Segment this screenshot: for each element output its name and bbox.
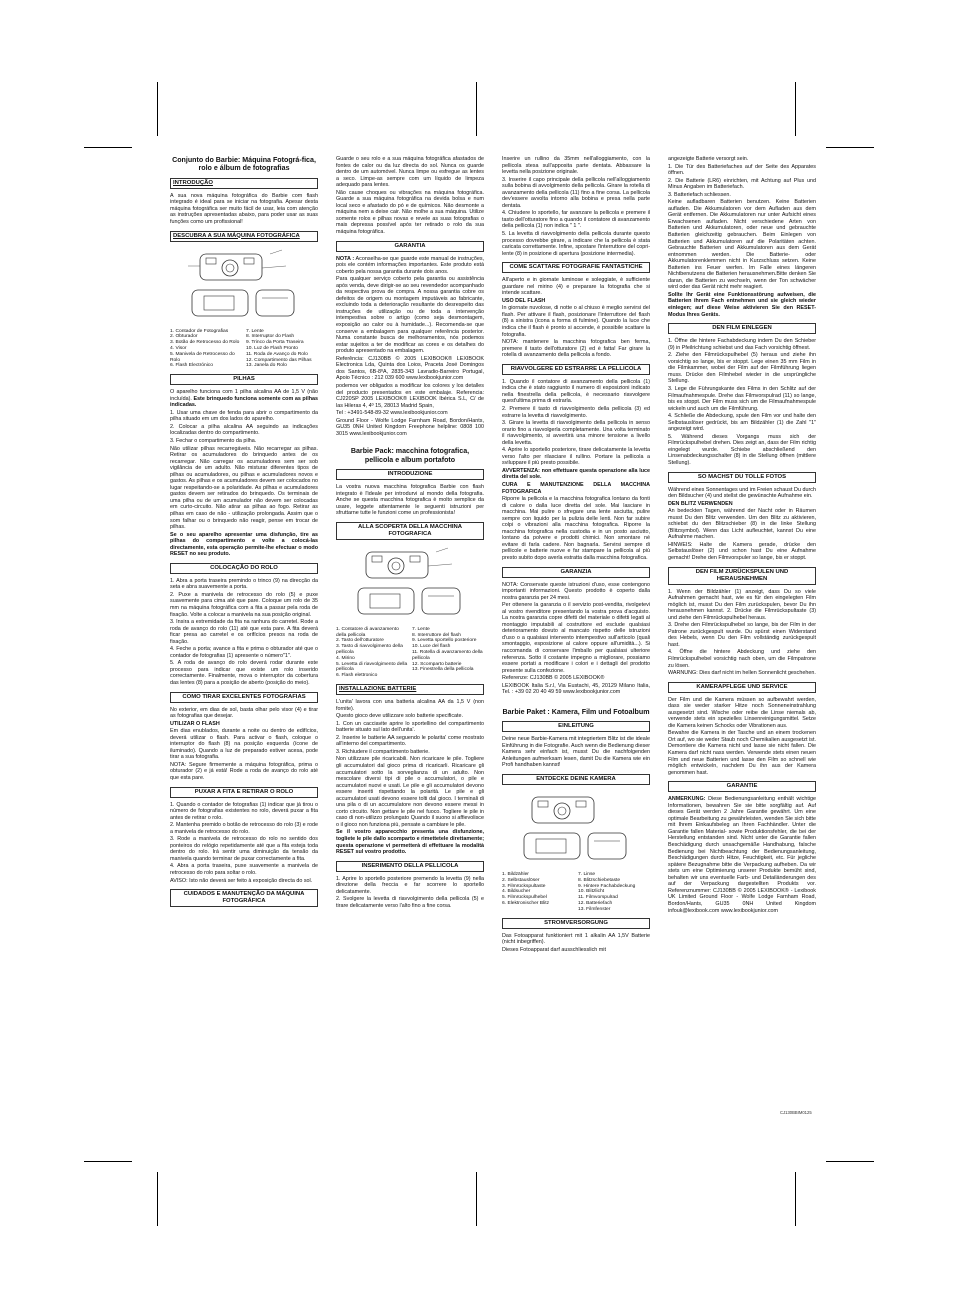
crop-mark (84, 1161, 132, 1162)
list-item: 1. Contatore di avanzamento della pellicola (336, 626, 399, 638)
list-item: 1. Contador de Fotografias (170, 328, 229, 334)
section-heading: COLOCAÇÃO DO ROLO (170, 563, 318, 574)
paragraph: NOTA: mantenere la macchina fotografica ben ferma, premere il tasto dell'otturatore (2) ed è fatta! Far girare la rotella di avanzamento della pellicola a fondo. (502, 339, 650, 359)
paragraph: 3. Inserire il capo principale della pellicola nell'alloggiamento sulla bobina di avvolgimento della pellicola. Girare la rotella di avanzamento della pellicola (11) fino a fine corsa. La pellicola dev'essere avvolta intorno alla bobina e presa nella parte dentata. (502, 176, 650, 209)
paragraph: Referência: CJ130BB © 2005 LEXIBOOK® LEXIBOOK Electronica Lda, Quinta dos Loios, Praceta José Domingos dos Santos, 6B-8ºA, 2835-343 Lavradio-Barreiro Portugal, Apoio Técnico : 212 039 600 www.lexibookjunior.com (336, 355, 484, 382)
bold-text: NOTA : (336, 255, 355, 262)
bold-text: ANMERKUNG: (668, 796, 706, 803)
paragraph: Keine aufladbaren Batterien benutzen. Keine Batterien aufladen. Die Akkumulatoren vor dem Aufladen aus dem Gerät entfernen. Die Akkumulatoren nur unter Aufsicht eines Erwachsenen aufladen. Nicht verschiedene Arten von Batterien und Akkumulatoren, oder neue und gebrauchte Batterien gleichzeitig gebrauchen. Beim Einlegen von Batterien und Akkumulatoren auf die Polaritäten achten. Gebrauchte Batterien und Akkumulatoren aus dem Gerät entnommen werden. Die Batterie- oder Akkumulatorenklemmen nicht in Kurzschluss setzen. Keine Batterien ins Feuer werfen. Im Falle eines längeren Nichtbenutzens die Batterien herausnehmen.Bitte denken Sie daran, die Batterien zu wechseln, wenn der Ton schwächer wird oder das Gerät nicht mehr reagiert. (668, 199, 816, 291)
paragraph: Para qualquer serviço coberto pela garantia ou assistência após venda, deve dirigir-se ao seu revendedor acompanhado da respectiva prova de compra. A nossa garantia cobre os defeitos de origem ou montagem imputáveis ao fabricante, excluindo toda a deterioração resultante do desrespeito das instruções de utilização ou de toda a intervenção intempestiva sobre o artigo (como seja desmontagem, exposição ao calor ou à humidade...). Recomenda-se que conserve a embalagem para qualquer referência posterior. Numa constante busca de melhoramentos, nós podemos estar sujeitos a ter de modificar as cores e os detalhes do produto apresentado na embalagem. (336, 276, 484, 355)
section-heading: PILHAS (170, 374, 318, 385)
crop-mark (157, 1172, 158, 1226)
paragraph: Referenze: CJ130BB © 2005 LEXIBOOK® (502, 675, 605, 682)
paragraph: Deine neue Barbie-Kamera mit integriertem Blitz ist die ideale Einführung in die Fotografie. Auch wenn die Bedienung dieser Kamera sehr einfach ist, musst Du die nachfolgenden Anleitungen aufmerksam lesen, damit Du die Kamera wie ein Profi handhaben kannst! (502, 736, 650, 769)
section-heading: GARANZIA (502, 567, 650, 578)
paragraph: 1. Quando il contatore di avanzamento della pellicola (1) indica che è stato raggiunto il numero di esposizioni indicato nella finestrella della pellicola, è necessario riavvolgere quest'ultima prima di estrarla. (502, 378, 650, 405)
paragraph: 2. Die Batterie (LR6) einrichten, mit Achtung auf Plus und Minus Angaben im Batteriefach. (668, 177, 816, 191)
paragraph: 2. Puxe a manivela de retrocesso do rolo (5) e puxe suavemente para cima até que pare. Coloque um rolo de 35 mm na máquina fotográfica com a fita a passar pela roda de fixação. Volte a colocar a manivela na sua posição original. (170, 591, 318, 618)
paragraph (336, 256, 484, 276)
section-heading: DEN FILM ZURÜCKSPULEN UND HERAUSNEHMEN (668, 567, 816, 585)
list-item: 7. Linse (578, 871, 596, 877)
paragraph: WARNUNG: Dies darf nicht im hellen Sonnenlicht geschehen. (668, 670, 816, 677)
paragraph: Während eines Sonnentages und im Freien schaust Du durch den Bildsucher (4) und stellst die gewünschte Aufnahme ein. (668, 486, 816, 500)
paragraph: 5. A roda de avanço do rolo deverá rodar durante este processo para indicar que existe um rolo inserido correctamente. Finalmente, mova o interruptor da cobertura das lentes (8) para a posição de aberto (posição do meio). (170, 660, 318, 686)
list-item: 13. Janela do Rolo (246, 363, 287, 369)
paragraph: L'unita' lavora con una batteria alcalina AA da 1,5 V (non fornite). (336, 699, 484, 712)
section-heading: ENTDECKE DEINE KAMERA (502, 774, 650, 785)
paragraph: All'aperto e in giornate luminose e soleggiate, è sufficiente guardare nel mirino (4) e preparare la fotografia che si intende scattare. (502, 277, 650, 297)
list-item: 8. Interruttore del flash (412, 632, 461, 638)
parts-list (502, 872, 650, 913)
paragraph: Se o seu aparelho apresentar uma disfunção, tire as pilhas do compartimento e volte a colocá-las directamente, esta operação permite-lhe efectuar o modo RESET no seu produto. (170, 531, 318, 558)
paragraph: Tel : +3491-548-89-32 www.lexibookjunior.com (336, 410, 448, 417)
crop-mark (826, 147, 874, 148)
paragraph: 3. Richiudere il compartimento batterie. (336, 748, 430, 755)
list-item: 4. Bildsucher (502, 889, 531, 895)
parts-list (336, 627, 484, 679)
list-item: 5. Levetta di riavvolgimento della pellicola (336, 661, 408, 673)
list-item: 2. Selbstauslöser (502, 877, 540, 883)
paragraph: AVVERTENZA: non effettuare questa operazione alla luce diretta del sole. (502, 467, 650, 481)
paragraph: 1. Aprire lo sportello posteriore premendo la levetta (9) nella direzione della freccia e far scorrere lo sportello delicatamente. (336, 875, 484, 895)
parts-list-right (578, 872, 650, 913)
paragraph: angezeigte Batterie versorgt sein. (668, 156, 749, 162)
list-item: 8. Interruptor do Flash (246, 334, 295, 340)
section-heading: DEN FILM EINLEGEN (668, 323, 816, 334)
section-heading: RIAVVOLGERE ED ESTRARRE LA PELLICOLA (502, 364, 650, 375)
list-item: 4. Mirino (336, 655, 355, 661)
list-item: 6. Elektronischer Blitz (502, 900, 550, 906)
parts-list-right (246, 329, 318, 370)
paragraph: NOTA: Segure firmemente a máquina fotográfica, prima o obturador (2) e já está! Rode a roda de avanço do rolo até que esta pare. (170, 761, 318, 782)
crop-mark (826, 1161, 874, 1162)
paragraph: 3. Insira a extremidade da fita na ranhura do carretel. Rode a roda de avanço do rolo (11) até que esta pare. A fita deverá ficar presa ao carretel e os orifícios presos na roda de fixação. (170, 619, 318, 645)
paragraph: 3. Girare la levetta di riavvolgimento della pellicola in senso orario fino a riavvolgerla completamente. Una volta terminato il riavvolgimento, si avvertirà una minore tensione a livello della levetta. (502, 420, 650, 446)
parts-list-left (170, 329, 242, 370)
section-heading: DESCUBRA A SUA MÁQUINA FOTOGRÁFICA (170, 231, 318, 242)
paragraph: 1. Con un cacciavite aprire lo sportellino del compartimento batterie situato sul lato dell'unita'. (336, 720, 484, 734)
paragraph: 1. Öffne die hintere Fachabdeckung indem Du den Schieber (9) in Pfeilrichtung schiebst und das Fach vorsichtig öffnest. (668, 338, 816, 351)
column-german (668, 156, 816, 915)
paragraph: 4. Abra a porta traseira, puxe suavemente a manivela de retrocesso do rolo para soltar o rolo. (170, 863, 318, 877)
camera-diagram (336, 544, 484, 624)
paragraph: 3. Fechar o compartimento da pilha. (170, 437, 257, 444)
crop-mark (157, 82, 158, 136)
paragraph: Sollte Ihr Gerät eine Funktionsstörung aufweisen, die Batterien ihrem Fach entnehmen und sie gleich wieder einlegen; auf diese Weise aktivieren Sie den RESET-Modus Ihres Geräts. (668, 291, 816, 318)
paragraph: Ground Floor - Wolfe Lodge Farnham Road, Bordon/Hants, GU35 0NH United Kingdom Freephone helpline: 0808 100 3015 www.lexibookjunior.com (336, 417, 484, 437)
bold-text: Este brinquedo funciona somente com as pilhas indicadas. (170, 395, 318, 409)
document-code: CJ130BBIM0125 (780, 1110, 812, 1115)
list-item: 5. Manivela de Retrocesso do Rolo (170, 351, 235, 363)
paragraph: Der Film und die Kamera müssen so aufbewahrt werden, dass sie weder starker Hitze noch Sonneneinstrahlung ausgesetzt sind. Wische oder reibe die Linse niemals ab, verwende stets ein spezielles Linsenreinigungsmittel. Setze die Kamera keinen Schocks oder Vibrationen aus. (668, 696, 816, 729)
crop-mark (476, 1172, 477, 1226)
paragraph: 2. Inserire le batterie AA seguendo le polarita' come mostrato all'interno del compartimento. (336, 734, 484, 748)
paragraph: 2. Svolgere la levetta di riavvolgimento della pellicola (5) e tirare delicatamente verso l'alto fino a fine corsa. (336, 896, 484, 909)
list-item: 12. Batteriefach (578, 900, 613, 906)
paragraph: 4. Chiudere lo sportello, far avanzare la pellicola e premere il tasto dell'otturatore fino a quando il contatore di avanzamento della pellicola (1) non indica " 1 ". (502, 210, 650, 230)
section-heading: ALLA SCOPERTA DELLA MACCHINA FOTOGRAFICA (336, 522, 484, 540)
paragraph: Dieses Fotoapparat darf ausschliesslich mit (502, 946, 606, 953)
list-item: 13. Finestrella della pellicola (412, 667, 474, 673)
section-heading: INTRODUZIONE (336, 469, 484, 480)
list-item: 12. Scomparto batterie (412, 661, 462, 667)
list-item: 6. Flash Electrónico (170, 363, 213, 369)
section-heading: SO MACHST DU TOLLE FOTOS (668, 472, 816, 483)
list-item: 12. Compartimento das Pilhas (246, 357, 312, 363)
list-item: 9. Levetta sportello posteriore (412, 638, 477, 644)
parts-list (170, 329, 318, 370)
paragraph: 3. Rode a manivela de retrocesso do rolo no sentido dos ponteiros do relógio repetidamente até que a fita esteja toda dentro do rolo. Irá sentir uma diminuição da tensão da manivela quando terminar de puxar correctamente a fita. (170, 836, 318, 862)
paragraph: HINWEIS: Halte die Kamera gerade, drücke den Selbstauslöser (2) und schon hast Du eine Aufnahme gemacht! Drehe den Filmvorspuler so lange, bis er stoppt. (668, 541, 816, 561)
paragraph: Se il vostro apparecchio presenta una disfunzione, togliete le pile dallo scomparto e rimettetele direttamente; questa operazione vi permetterà di effettuare la modalità RESET sul vostro prodotto. (336, 829, 484, 856)
subheading: CURA E MANUTENZIONE DELLA MACCHINA FOTOGRAFICA (502, 481, 650, 495)
document-title-pt: Conjunto do Barbie: Máquina Fotográ-fica, rolo e álbum de fotografias (172, 156, 316, 173)
section-heading: GARANTIA (336, 241, 484, 252)
crop-mark (84, 147, 132, 148)
paragraph: 2. Ziehe den Filmrückspulhebel (5) heraus und ziehe ihn vorsichtig so lange, bis er stoppt. Lege einen 35 mm Film in die Filmkammer, wobei der Film auf der Filmführung liegen muss. Drücke den Filmhebel wieder in die ursprüngliche Stellung. (668, 352, 816, 385)
list-item: 11. Roda de Avanço do Rolo (246, 351, 308, 357)
section-heading: KAMERAPFLEGE UND SERVICE (668, 682, 816, 693)
paragraph: Não utilizar pilhas recarregáveis. Não recarregar as pilhas. Retirar os acumuladores do brinquedo antes de os recarregar. Não carregar os acumuladores sem ser sob vigilância de um adulto. Não misturar diferentes tipos de pilhas ou acumuladores, ou pilhas e acumuladores novos e gastos. As pilhas e os acumuladores devem ser colocados no lugar respeitando-se a polaridade. As pilhas e acumuladores gastos devem ser retirados do brinquedo. Os terminais de uma pilha ou de um acumulador não devem ser colocadas em curto-circuito. Não atirar as pilhas ao fogo. Retirar as pilhas em caso de não - utilização prolongada. Assim que o som falhar ou o brinquedo não reagir, pense em trocar de pilhas. (170, 445, 318, 531)
list-item: 7. Lente (412, 626, 430, 632)
subheading: DEN BLITZ VERWENDEN (668, 500, 733, 507)
list-item: 4. Visor (170, 345, 187, 351)
paragraph: 2. Mantenha premido o botão de retrocesso do rolo (3) e rode a manivela de retrocesso do rolo. (170, 822, 318, 835)
section-heading: INSERIMENTO DELLA PELLICOLA (336, 861, 484, 872)
list-item: 6. Flash elettronico (336, 673, 378, 679)
list-item: 3. Tasto di riavvolgimento della pellicola (336, 644, 403, 656)
list-item: 13. Filmfenster (578, 906, 611, 912)
list-item: 11. Filmvorspulrad (578, 895, 618, 901)
paragraph: Riporre la pellicola e la macchina fotografica lontano da fonti di calore o dalla luce diretta del sole. Mai lasciare in macchina. Mai pulire o sfregare una lente asciutta, pulire sempre con liquido per la pulizia delle lenti. Non far subire colpi o vibrazioni alla macchina fotografica. Riporre la macchina fotografica nella custodia e in un posto asciutto, lontano da polvere e prodotti chimici. Non smontare né evitare di farla cadere. Non bagnarla. Servirsi sempre di pellicole e batterie nuove e far stampare la pellicola al più presto subito dopo averla estratta dalla macchina fotografica. (502, 496, 650, 561)
section-heading: CUIDADOS E MANUTENÇÃO DA MÁQUINA FOTOGRÁFICA (170, 889, 318, 907)
paragraph: 4. Feche a porta; avance a fita e prima o obturador até que o contador de fotografias (1) apresente o número"1". (170, 646, 318, 659)
paragraph: 1. Usar uma chave de fenda para abrir o compartimento da pilha situado em um dos lados do aparelho. (170, 409, 318, 423)
paragraph: Não cause choques ou vibrações na máquina fotográfica. Guarde a sua máquina fotográfica na devida bolsa e num local seco e afastado do pó e de químicos. Não desmonte a máquina nem a deixe cair. Não molhe a sua máquina. Utilize somente rolos e pilhas novas e revele as suas fotografias o mais depressa possível após ter retirado o rolo da sua máquina fotográfica. (336, 189, 484, 236)
crop-mark (795, 1172, 796, 1226)
paragraph: 1. Quando o contador de fotografias (1) indicar que já tirou o número de fotografias existentes no rolo, deverá puxar a fita antes de retirar o rolo. (170, 801, 318, 821)
section-heading: PUXAR A FITA E RETIRAR O ROLO (170, 787, 318, 798)
section-heading: COME SCATTARE FOTOGRAFIE FANTASTICHE (502, 262, 650, 273)
paragraph: An bedeckten Tagen, während der Nacht oder in Räumen musst Du den Blitz verwenden. Um den Blitz zu aktivieren, schiebst du den Blitzschieber (8) in die linke Stellung (Blitzsymbol). Wenn das Licht aufleuchtet, kannst Du eine Aufnahme machen. (668, 508, 816, 541)
parts-list-left (502, 872, 574, 913)
list-item: 3. Botão de Retrocesso do Rolo (170, 340, 240, 346)
paragraph: AVISO: Isto não deverá ser feito à exposição directa do sol. (170, 877, 313, 884)
list-item: 5. Filmrückspulhebel (502, 895, 547, 901)
list-item: 9. Hintere Fachabdeckung (578, 883, 636, 889)
document-title-de: Barbie Paket : Kamera, Film und Fotoalbum (502, 707, 650, 716)
column-italian-german (502, 156, 650, 954)
paragraph: La vostra nuova macchina fotografica Barbie con flash integrato è l'ideale per introdurvi al mondo della fotografia. Anche se questa macchina fotografica è molto semplice da usare, leggete attentamente le seguenti istruzioni per sfruttarne tutte le funzioni come un professionista! (336, 484, 484, 517)
paragraph (668, 796, 816, 914)
paragraph: 5. La levetta di riavvolgimento della pellicola durante questo processo dovrebbe girare, a indicare che la pellicola è stata caricata correttamente. Infine, spostare l'interruttore del copri-lente (8) in posizione di apertura (posizione intermedia). (502, 231, 650, 257)
column-portuguese-1 (170, 156, 318, 911)
list-item: 11. Rotella di avanzamento della pellicola (412, 650, 483, 661)
list-item: 2. Obturador (170, 334, 198, 340)
paragraph: 1. Abra a porta traseira premindo o trinco (9) na direcção da seta e abra suavemente a porta. (170, 577, 318, 591)
paragraph: 3. Lege die Führungskante des Films in den Schlitz auf der Filmaufnahmespule. Drehe das Filmvorspulrad (11) so lange, bis es stoppt. Der Film muss sich um die Filmaufnahmespule wickeln und auch um die Filmführung. (668, 385, 816, 412)
subheading: UTILIZAR O FLASH (170, 720, 220, 727)
paragraph: 3. Batteriefach schliessen. (668, 191, 731, 198)
text: Diese Bedienungsanleitung enthält wichtige Informationen, bewahren Sie sie bitte sorgfältig auf. Auf dieses Gerät werden 2 Jahre Garantie gewährt. Um eine optimale Bearbeitung zu gewährleisten, wenden Sie sich bitte mit Ihrem Einkaufsbeleg an Ihren Fachhändler. Unter die Garantie fallen Material- sowie Produktionsfehler, die bei der Herstellung entstanden sind. Nicht unter die Garantie fallen Beschädigung durch unsachgemäße Handhabung, falsche Bedienung bei Nichtbeachtung der Bedienungsanleitung, Beschädigungen durch Hitze, Feuchtigkeit, etc. Für jegliche spätere Bezugnahme bitte die Verpackung aufheben. Da wir stets um eine Optimierung unserer Produkte bemüht sind, behalten wir uns eventuelle Farb- und Detailänderungen des auf der Verpackung dargestellten Produkts vor. Referenznummer: CJ130BB © 2005 LEXIBOOK® - Lexibook UK Limited Ground Floor - Wolfe Lodge Farnham Road, Bordon/Hants, GU35 0NH United Kingdom infouk@lexibook.com www.lexibookjunior.com (668, 796, 817, 914)
text: O aparelho funciona com 1 pilha alcalina AA de 1,5 V (não incluída). (170, 389, 318, 402)
paragraph: NOTA: Conservate queste istruzioni d'uso, esse contengono importanti informazioni. Questo prodotto è coperto dalla nostra garanzia per 24 mesi. (502, 581, 650, 601)
paragraph: 5. Während dieses Vorgangs muss sich der Filmrückspulhebel drehen. Dies zeigt an, dass der Film richtig eingelegt wurde. Schiebe abschließend den Linsenabdeckungsschalter (8) in die Stellung öffnen (mittlere Stellung). (668, 433, 816, 466)
paragraph: Non utilizzare pile ricaricabili. Non ricaricare le pile. Togliere gli accumulatori dal gioco prima di ricaricarli. Ricaricare gli accumulatori sotto la sorveglianza di un adulto. Non mescolare diversi tipi di pile o accumulatori, o pile e accumulatori nuovi e usati. Le pile e gli accumulatori devono essere inseriti rispettando la polarità. Le pile e gli accumulatori usati devono essere tolti dal gioco. I terminali di una pila o di un accumulatore non devono essere messi in corto circuito. Non gettare le pile nel fuoco. Togliere le pile in caso di non-utilizzo prolungato Quando il suono si affievolisce o il gioco non funziona più, pensate a cambiare le pile. (336, 756, 484, 828)
camera-diagram (170, 246, 318, 326)
list-item: 10. Luce del flash (412, 644, 451, 650)
section-heading: EINLEITUNG (502, 721, 650, 732)
paragraph: In giornate nuvolose, di notte o al chiuso è meglio servirsi del flash. Per attivare il flash, posizionare l'interruttore del flash (8) a sinistra (icona a forma di fulmine). Quando la luce che indica che il flash è pronto si accende, è possibile scattare la fotografia. (502, 305, 650, 338)
paragraph: 4. Schließe die Abdeckung, spule den Film vor und halte den Selbstauslöser gedrückt, bis am Bildzähler (1) die Zahl "1" angezeigt wird. (668, 413, 816, 433)
paragraph: 2. Premere il tasto di riavvolgimento della pellicola (3) ed estrarre la levetta di riavvolgimento. (502, 405, 650, 419)
paragraph: 1. Die Tür des Batteriefaches auf der Seite des Apparates öffnen. (668, 163, 816, 177)
parts-list-left (336, 627, 408, 679)
paragraph: A sua nova máquina fotográfica do Barbie com flash integrado é ideal para se iniciar na fotografia. Apesar desta máquina fotográfica ser muito fácil de usar, leia com atenção as instruções apresentadas abaixo, para poder usar as suas funções como um profissional! (170, 192, 318, 225)
paragraph: Bewahre die Kamera in der Tasche und an einem trockenen Ort auf, wo sie weder Staub noch Chemikalien ausgesetzt ist. Demontiere die Kamera nicht und lasse sie nicht fallen. Die Kamera darf nicht nass werden. Verwende stets einen neuen Film und neue Batterien und lasse den Film so schnell wie möglich entwickeln, nachdem Du ihn aus der Kamera genommen hast. (668, 730, 816, 776)
paragraph: 1. Wenn der Bildzähler (1) anzeigt, dass Du so viele Aufnahmen gemacht hast, wie es für den eingelegten Film möglich ist, musst Du den Film zurückspulen, bevor Du ihn herausnehmen kannst. 2. Drücke die Filmrückspultaste (3) und ziehe den Filmrückspulhebel heraus. (668, 588, 816, 621)
list-item: 7. Lente (246, 328, 264, 334)
list-item: 10. Blitzlicht (578, 889, 605, 895)
section-heading: INSTALLAZIONE BATTERIE (336, 684, 484, 695)
paragraph: 3. Drehe den Filmrückspulhebel so lange, bis der Film in der Patrone zurückgespult wurde. Du spürst einen Widerstand des Hebels, wenn Du den Film vollständig zurückgespult hast. (668, 622, 816, 648)
camera-diagram (502, 789, 650, 869)
paragraph: podemos ver obligados a modificar los colores y los detalles del producto presentados en este embalaje. Referencia: CJ220SP 2005 LEXIBOOK® LEXIBOOK Ibérica S.L, C/ de las Hileras 4, 4º 15, 28013 Madrid Spain, (336, 382, 484, 409)
paragraph: LEXIBOOK Italia S.r.l, Via Eustachi, 45, 20129 Milano Italia, Tel. : +39 02 20 40 49 59 www.lexibookjunior.com (502, 682, 650, 696)
paragraph: Em dias enublados, durante a noite ou dentro de edifícios, deverá utilizar o flash. Para activar o flash, coloque o interruptor do flash (8) na posição esquerda (ícone de iluminado). Quando a luz de preparado estiver acesa, pode tirar a sua fotografia. (170, 728, 318, 761)
paragraph: Guarde o seu rolo e a sua máquina fotográfica afastados de fontes de calor ou da luz directa do sol. Nunca os guarde dentro de um automóvel. Nunca limpe ou esfregue as lentes a seco. Limpe-as sempre com um líquido de limpeza adequado para lentes. (336, 156, 484, 189)
list-item: 3. Filmrückspultaste (502, 883, 546, 889)
list-item: 10. Luz de Flash Pronto (246, 345, 298, 351)
column-portuguese-italian (336, 156, 484, 910)
paragraph: No exterior, em dias de sol, basta olhar pelo visor (4) e tirar as fotografias que desejar. (170, 706, 318, 720)
section-heading: INTRODUÇÃO (170, 178, 318, 189)
paragraph: Questo gioco deve utilizzare solo batterie specificate. (336, 713, 464, 720)
list-item: 8. Blitzschiebetaste (578, 877, 621, 883)
paragraph: Inserire un rullino da 35mm nell'alloggiamento, con la pellicola stesa sull'apposita parte dentata. Abbassare la levetta nella posizione originale. (502, 156, 650, 176)
section-heading: GARANTIE (668, 781, 816, 792)
list-item: 1. Bildzähler (502, 871, 529, 877)
paragraph (170, 389, 318, 409)
section-heading: COMO TIRAR EXCELENTES FOTOGRAFIAS (170, 692, 318, 703)
list-item: 2. Tasto dell'otturatore (336, 638, 384, 644)
subheading: USO DEL FLASH (502, 297, 546, 304)
document-title-it: Barbie Pack: macchina fotografica, pellicola e album portafoto (350, 447, 470, 464)
paragraph: 4. Aprire lo sportello posteriore, tirare delicatamente la levetta verso l'alto per rilasciare il rullino. Portare la pellicola a sviluppare il più presto possibile. (502, 447, 650, 467)
paragraph: Per ottenere la garanzia o il servizio post-vendita, rivolgetevi al vostro rivenditore presentando la vostra prova d'acquisto. La nostra garanzia copre difetti del materiale o difetti legati al montaggio imputabili al costruttore ed esclude qualsiasi deterioramento dovuto al mancato rispetto delle istruzioni d'uso o a qualsiasi intervento intempestivo sull'articolo (quali smontaggio, esposizione al calore oppure all'umidità...). Si raccomanda di conservare l'imballo per qualsiasi ulteriore referenza. Sotto il costante impegno a migliorare, possiamo essere portati a modificare i colori e i dettagli del prodotto presente sulla confezione. (502, 602, 650, 674)
crop-mark (476, 82, 477, 136)
paragraph: 2. Colocar a pilha alcalina AA seguindo as indicações localizadas dentro do compartimento. (170, 423, 318, 437)
text: Aconselha-se que guarde este manual de instruções, pois ele contém informações importantes. Este produto está coberto pela nossa garantia durante dois anos. (336, 255, 485, 275)
parts-list-right (412, 627, 484, 679)
paragraph: 4. Öffne die hintere Abdeckung und ziehe den Filmrückspulhebel vorsichtig nach oben, um die Filmpatrone zu lösen. (668, 649, 816, 669)
crop-mark (795, 82, 796, 136)
paragraph: Das Fotoapparat funktioniert mit 1 alkalin AA 1,5V Batterie (nicht inbegriffen). (502, 932, 650, 946)
list-item: 9. Trinco da Porta Traseira (246, 340, 304, 346)
section-heading: STROMVERSORGUNG (502, 918, 650, 929)
